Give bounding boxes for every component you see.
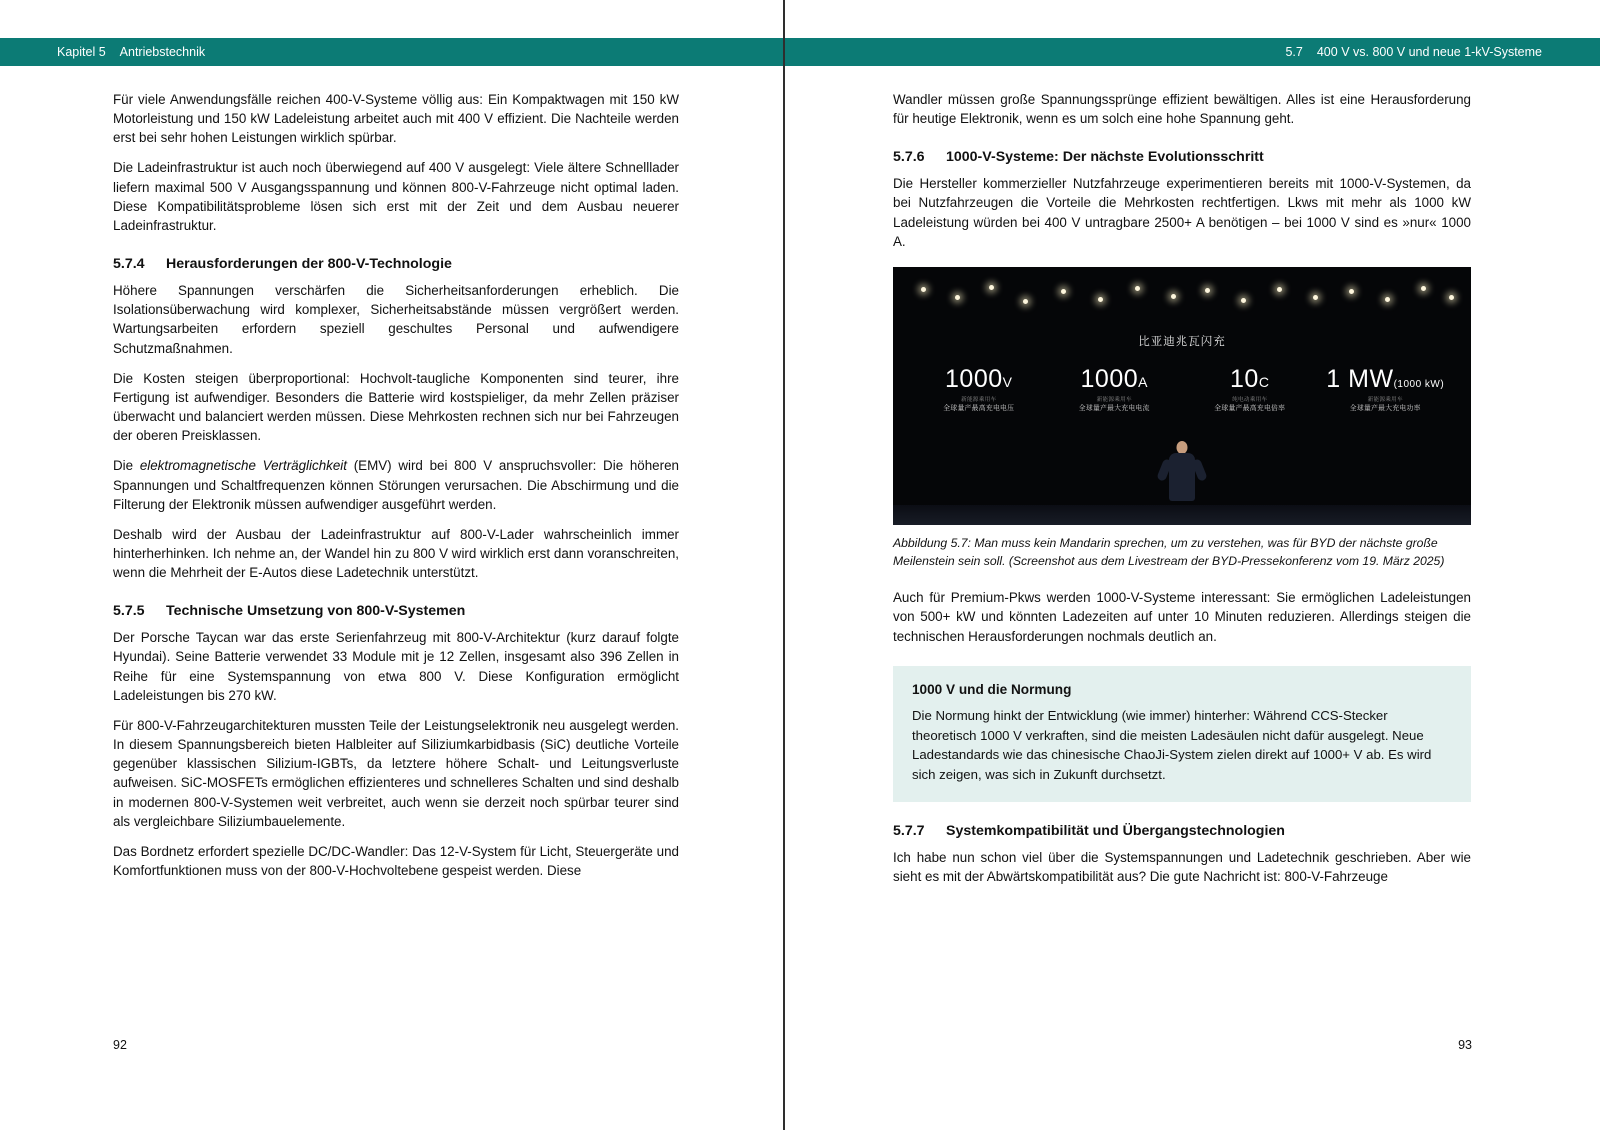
info-box-title: 1000 V und die Normung	[912, 681, 1072, 697]
metric-caption-main: 全球量产最高充电电压	[943, 405, 1015, 413]
figure-caption-text: Man muss kein Mandarin sprechen, um zu verstehen, was für BYD der nächste große Meilenstein sein soll. (Screenshot aus dem Livestream der BYD-Pressekonferenz vom 19. März 2025)	[893, 535, 1445, 568]
figure-metric	[1323, 365, 1447, 414]
figure-caption	[893, 535, 1471, 570]
metric-caption-top: 新能源乘用车	[961, 396, 997, 403]
heading-number: 5.7.5	[113, 603, 145, 620]
metric-caption-top: 新能源乘用车	[1367, 396, 1403, 403]
metric-value-row	[1323, 365, 1447, 394]
stage-lights	[893, 283, 1471, 317]
heading-text: Technische Umsetzung von 800-V-Systemen	[166, 603, 466, 620]
paragraph: Die Hersteller kommerzieller Nutzfahrzeuge experimentieren bereits mit 1000-V-Systemen, da bei Nutzfahrzeugen die Vorteile die Mehrkosten rechtfertigen. Lkws mit mehr als 1000 kW Ladeleistung würden bei 400 V untragbare 2500+ A benötigen – bei 1000 V sind es »nur« 1000 A.	[893, 176, 1471, 249]
heading-5-7-5	[113, 603, 679, 619]
metric-caption-top: 新能源乘用车	[1096, 396, 1132, 403]
paragraph-emv	[113, 456, 679, 513]
figure-metrics	[893, 365, 1471, 414]
paragraph: Auch für Premium-Pkws werden 1000-V-Systeme interessant: Sie ermöglichen Ladeleistungen von 500+ kW und könnten Ladezeiten auf unter 10 Minuten reduzieren. Allerdings steigen die technischen Herausforderungen nochmals deutlich an.	[893, 590, 1471, 644]
metric-caption-main: 全球量产最高充电倍率	[1214, 405, 1286, 413]
heading-5-7-6	[893, 149, 1471, 165]
paragraph: Ich habe nun schon viel über die Systemspannungen und Ladetechnik geschrieben. Aber wie sieht es mit der Abwärtskompatibilität aus? Die gute Nachricht ist: 800-V-Fahrzeuge	[893, 849, 1471, 885]
presenter-body	[1169, 453, 1195, 501]
running-head-chapter-number: Kapitel 5	[57, 45, 106, 59]
figure-metric	[1052, 365, 1176, 414]
figure-metric	[917, 365, 1041, 414]
metric-value-row	[1188, 365, 1312, 394]
page-left	[113, 90, 679, 891]
emv-after: (EMV) wird bei 800 V anspruchsvoller: Die höheren Spannungen und Schaltfrequenzen können Störungen verursachen. Die Abschirmung und die Filterung der Elektronik müssen aufwendiger ausgeführt werden.	[113, 458, 679, 512]
paragraph: Deshalb wird der Ausbau der Ladeinfrastruktur auf 800-V-Lader wahrscheinlich immer hinterherhinken. Ich nehme an, der Wandel hin zu 800 V wird wirklich erst dann voranschreiten, wenn die Mehrheit der E-Autos diese Ladetechnik unterstützt.	[113, 526, 679, 581]
presenter-silhouette	[1160, 441, 1204, 507]
paragraph: Höhere Spannungen verschärfen die Sicherheitsanforderungen erheblich. Die Isolationsüberwachung wird komplexer, Sicherheitsabstände müssen vergrößert werden. Wartungsarbeiten erfordern speziell geschultes Personal und aufwendigere Schutzmaßnahmen.	[113, 283, 679, 356]
figure-metric	[1188, 365, 1312, 414]
metric-value: 1 MW	[1326, 364, 1394, 393]
metric-unit: V	[1002, 373, 1013, 390]
heading-5-7-4	[113, 256, 679, 272]
paragraph: Das Bordnetz erfordert spezielle DC/DC-Wandler: Das 12-V-System für Licht, Steuergeräte und Komfortfunktionen muss von der 800-V-Hochvoltebene gespeist werden. Diese	[113, 843, 679, 878]
running-head-right	[785, 38, 1600, 66]
paragraph: Für viele Anwendungsfälle reichen 400-V-Systeme völlig aus: Ein Kompaktwagen mit 150 kW Motorleistung und 150 kW Ladeleistung arbeitet auch mit 400 V effizient. Die Nachteile werden erst bei sehr hohen Leistungen wirklich spürbar.	[113, 92, 679, 146]
emv-before: Die	[113, 458, 140, 474]
metric-unit: A	[1138, 373, 1148, 390]
metric-value: 1000	[1080, 364, 1139, 393]
metric-caption-main: 全球量产最大充电功率	[1349, 405, 1421, 413]
paragraph: Wandler müssen große Spannungssprünge effizient bewältigen. Alles ist eine Herausforderung für heutige Elektronik, wenn es um solch eine hohe Spannung geht.	[893, 92, 1471, 127]
running-head-chapter-title: Antriebstechnik	[119, 45, 206, 59]
page-right	[893, 90, 1471, 897]
stage-floor	[893, 505, 1471, 525]
running-head-left	[0, 38, 783, 66]
metric-caption	[1052, 397, 1176, 414]
metric-value: 10	[1230, 364, 1259, 393]
metric-caption	[917, 397, 1041, 414]
heading-5-7-7	[893, 823, 1471, 839]
figure-chinese-title: 比亚迪兆瓦闪充	[1138, 335, 1226, 348]
paragraph: Der Porsche Taycan war das erste Serienfahrzeug mit 800-V-Architektur (kurz darauf folgte Hyundai). Seine Batterie verwendet 33 Module mit je 12 Zellen, insgesamt also 396 Zellen in Reihe für eine Systemspannung von etwa 800 V. Diese Konfiguration ermöglicht Ladeleistungen bis 270 kW.	[113, 630, 679, 703]
paragraph: Die Ladeinfrastruktur ist auch noch überwiegend auf 400 V ausgelegt: Viele ältere Schnelllader liefern maximal 500 V Ausgangsspannung und können 800-V-Fahrzeuge nicht optimal laden. Diese Kompatibilitätsprobleme lösen sich erst mit der Zeit und dem Ausbau neuerer Ladeinfrastruktur.	[113, 160, 679, 233]
page-gutter-divider	[783, 0, 785, 1130]
metric-unit: C	[1258, 373, 1270, 390]
metric-caption-main: 全球量产最大充电电流	[1078, 405, 1150, 413]
heading-number: 5.7.7	[893, 822, 925, 839]
info-box-normung	[893, 666, 1471, 802]
metric-caption	[1323, 397, 1447, 414]
paragraph: Für 800-V-Fahrzeugarchitekturen mussten Teile der Leistungselektronik neu ausgelegt werden. In diesem Spannungsbereich bieten Halbleiter auf Siliziumkarbidbasis (SiC) deutliche Vorteile gegenüber klassischen Silizium-IGBTs, da letztere höhere Schalt- und Leitungsverluste aufweisen. SiC-MOSFETs ermöglichen effizienteres und schnelleres Schalten und sind deshalb in modernen 800-V-Systemen weit verbreitet, auch wenn sie derzeit noch spürbar teurer sind als vergleichbare Siliziumbauelemente.	[113, 717, 679, 829]
metric-unit-small: (1000 kW)	[1393, 378, 1445, 390]
heading-text: Herausforderungen der 800-V-Technologie	[166, 256, 452, 273]
figure-5-7	[893, 267, 1471, 570]
running-head-section-title: 400 V vs. 800 V und neue 1-kV-Systeme	[1316, 45, 1542, 59]
metric-caption	[1188, 397, 1312, 414]
figure-image-byd-presentation	[893, 267, 1471, 525]
metric-value-row	[1052, 365, 1176, 394]
info-box-body: Die Normung hinkt der Entwicklung (wie immer) hinterher: Während CCS-Stecker theoretisch 1000 V verkraften, sind die meisten Ladesäulen nicht dafür ausgelegt. Neue Ladestandards wie das chinesische ChaoJi-System zielen direkt auf 1000+ V ab. Es wird sich zeigen, was sich in Zukunft durchsetzt.	[912, 707, 1432, 783]
heading-text: 1000-V-Systeme: Der nächste Evolutionsschritt	[946, 149, 1264, 166]
paragraph: Die Kosten steigen überproportional: Hochvolt-taugliche Komponenten sind teurer, ihre Fertigung ist aufwendiger. Besonders die Batterie wird kostspieliger, da mehr Zellen präziser überwacht und balanciert werden müssen. Diese Mehrkosten rechnen sich nur bei Fahrzeugen der oberen Preisklassen.	[113, 370, 679, 444]
metric-value: 1000	[945, 364, 1003, 393]
heading-text: Systemkompatibilität und Übergangstechnologien	[946, 822, 1285, 839]
page-number-left: 92	[113, 1038, 127, 1052]
metric-caption-top: 纯电动乘用车	[1232, 396, 1268, 403]
heading-number: 5.7.6	[893, 149, 925, 166]
emv-italic-term: elektromagnetische Verträglichkeit	[139, 458, 347, 474]
page-number-right: 93	[1458, 1038, 1472, 1052]
metric-value-row	[917, 365, 1041, 394]
heading-number: 5.7.4	[113, 256, 145, 273]
running-head-section-number: 5.7	[1285, 45, 1303, 59]
figure-caption-label: Abbildung 5.7:	[893, 535, 971, 550]
